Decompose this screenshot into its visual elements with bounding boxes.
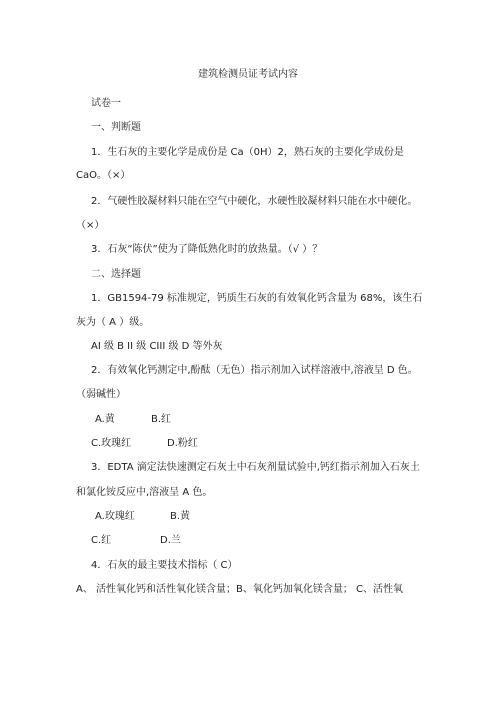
question-2-4-line2: A、 活性氧化钙和活性氧化镁含量；B、氧化钙加氧化镁含量； C、活性氧 <box>76 584 404 595</box>
question-2-3-option-b: B.黄 <box>170 511 191 522</box>
question-1-1-line2: CaO。（×） <box>76 170 131 181</box>
question-1-2-line1: 2．气硬性胶凝材料只能在空气中硬化，水硬性胶凝材料只能在水中硬化。 <box>91 196 418 207</box>
question-2-3-line1: 3．EDTA 滴定法快速测定石灰土中石灰剂量试验中,钙红指示剂加入石灰土 <box>91 462 420 473</box>
question-2-2-option-c: C.玫瑰红 <box>91 438 132 449</box>
question-2-1-line2: 灰为（ A ）级。 <box>76 317 150 328</box>
question-2-2-option-a: A.黄 <box>95 414 115 425</box>
question-1-2-line2: （×） <box>76 220 105 231</box>
paper-label: 试卷一 <box>91 98 121 109</box>
question-2-2-line1: 2．有效氧化钙测定中,酚酞（无色）指示剂加入试样溶液中,溶液呈 D 色。 <box>91 365 418 376</box>
question-2-1-line1: 1．GB1594-79 标准规定，钙质生石灰的有效氧化钙含量为 68%，该生石 <box>91 293 423 304</box>
section-heading-true-false: 一、判断题 <box>91 122 141 133</box>
question-2-3-line2: 和氯化铵反应中,溶液呈 A 色。 <box>76 487 213 498</box>
question-2-3-option-c: C.红 <box>91 535 112 546</box>
question-2-2-option-b: B.红 <box>151 414 172 425</box>
document-title: 建筑检测员证考试内容 <box>198 69 298 80</box>
question-2-1-options: AI 级 B II 级 CIII 级 D 等外灰 <box>91 341 223 352</box>
question-2-3-option-d: D.兰 <box>160 535 181 546</box>
question-2-4-line1: 4．石灰的最主要技术指标（ C） <box>91 560 238 571</box>
question-1-3: 3．石灰“陈伏”使为了降低熟化时的放热量。（√ ）？ <box>91 244 323 255</box>
question-2-2-option-d: D.粉红 <box>167 438 198 449</box>
section-heading-choice: 二、选择题 <box>91 269 141 280</box>
question-2-2-line2: （弱碱性） <box>76 389 126 400</box>
question-2-3-option-a: A.玫瑰红 <box>95 511 135 522</box>
question-1-1-line1: 1．生石灰的主要化学是成份是 Ca（0H）2，熟石灰的主要化学成份是 <box>91 147 404 158</box>
